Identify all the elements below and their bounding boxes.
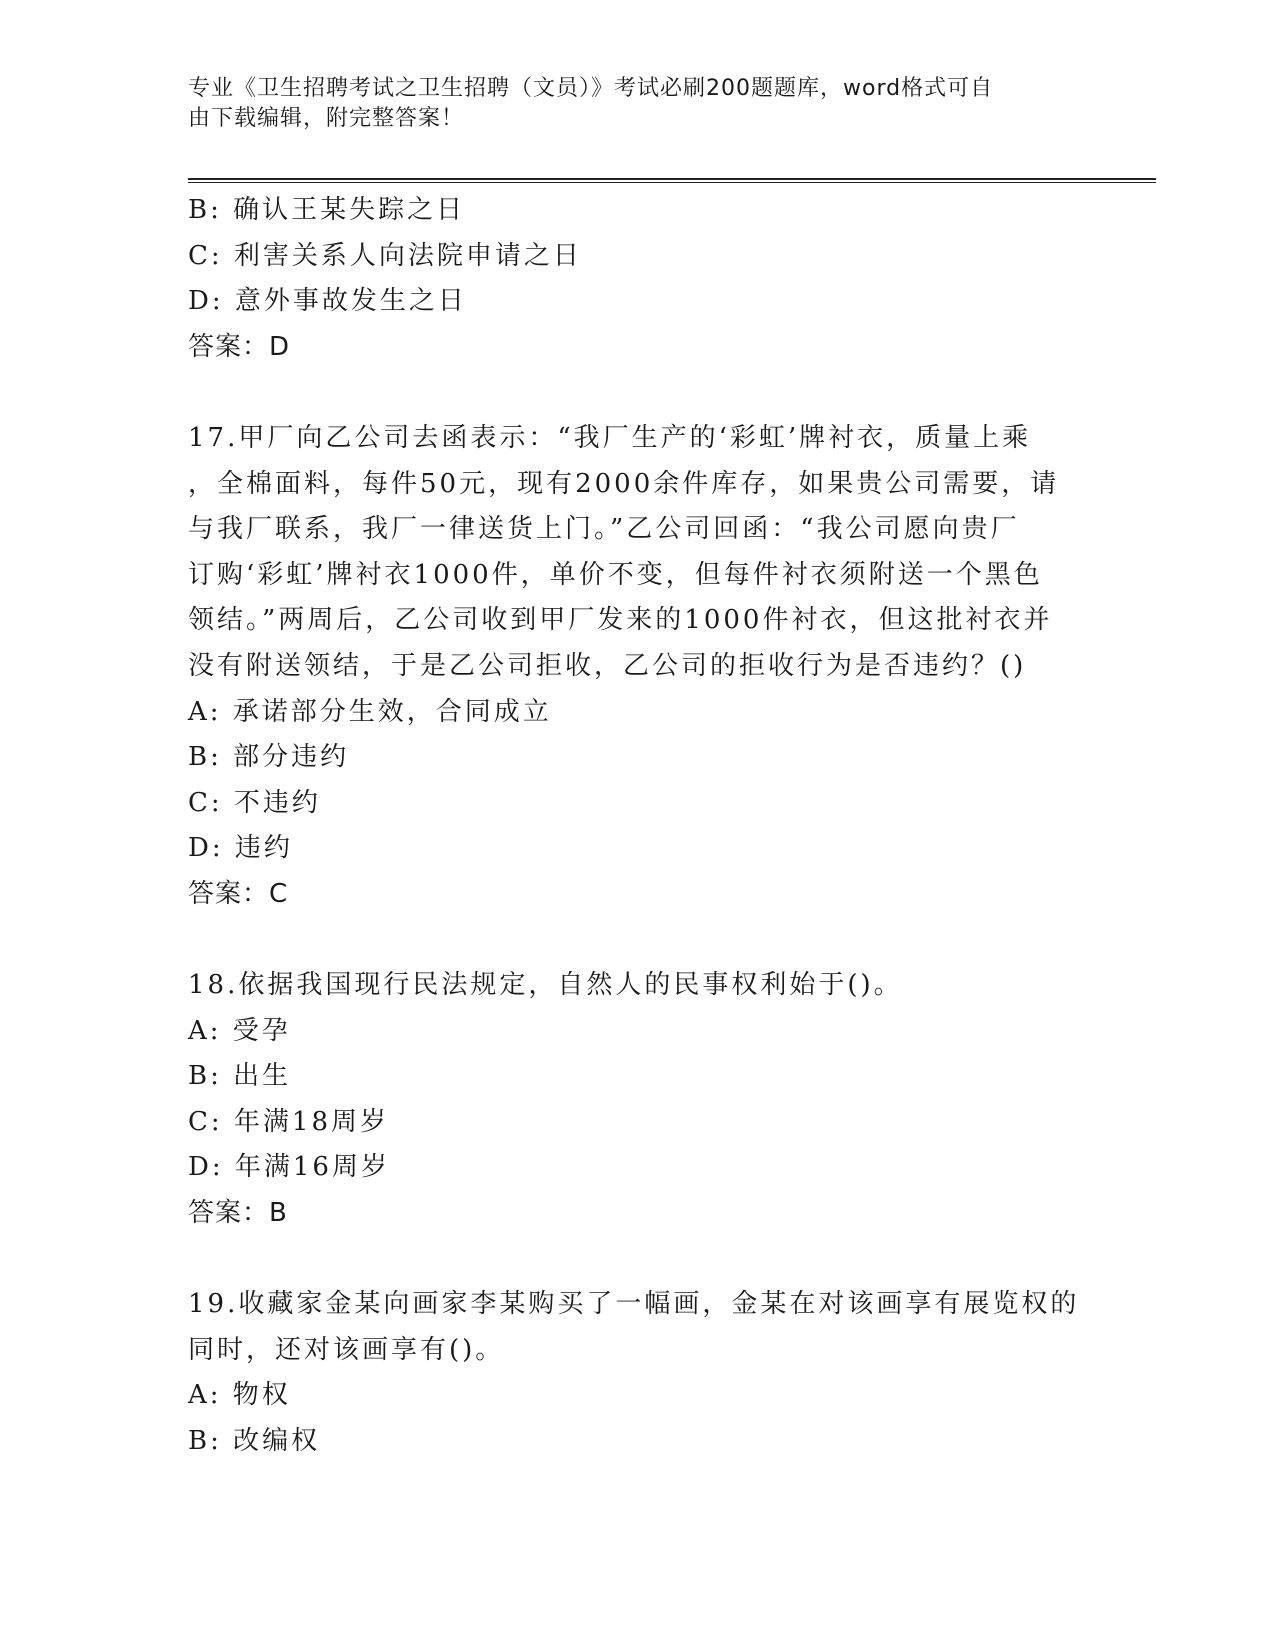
question-stem-line: 没有附送领结，于是乙公司拒收，乙公司的拒收行为是否违约？() <box>188 650 1027 681</box>
answer-line: 答案：C <box>188 878 289 909</box>
option-b: B: 改编权 <box>188 1426 321 1457</box>
option-d: D: 意外事故发生之日 <box>188 286 467 317</box>
question-stem-line: 订购‘彩虹’牌衬衣1000件，单价不变，但每件衬衣须附送一个黑色 <box>188 559 1043 590</box>
question-16-tail <box>188 188 1088 370</box>
option-c: C: 利害关系人向法院申请之日 <box>188 240 582 271</box>
question-stem-line: 19.收藏家金某向画家李某购买了一幅画，金某在对该画享有展览权的 <box>188 1289 1080 1320</box>
option-a: A: 受孕 <box>188 1015 291 1046</box>
option-b: B: 确认王某失踪之日 <box>188 195 466 225</box>
option-a: A: 物权 <box>188 1380 291 1411</box>
option-c: C: 年满18周岁 <box>188 1106 390 1137</box>
option-a: A: 承诺部分生效，合同成立 <box>188 696 552 727</box>
option-b: B: 部分违约 <box>188 742 350 773</box>
option-b: B: 出生 <box>188 1061 292 1092</box>
question-stem-line: 18.依据我国现行民法规定，自然人的民事权利始于()。 <box>188 970 903 1001</box>
spacer <box>188 1237 1088 1283</box>
question-stem-line: 与我厂联系，我厂一律送货上门。”乙公司回函：“我公司愿向贵厂 <box>188 514 1020 545</box>
document-body <box>188 188 1088 1465</box>
document-header <box>188 74 1068 134</box>
answer-line: 答案：B <box>188 1198 288 1229</box>
header-line-1: 专业《卫生招聘考试之卫生招聘（文员）》考试必刷200题题库，word格式可自 <box>188 76 994 101</box>
question-19 <box>188 1282 1088 1464</box>
question-18 <box>188 963 1088 1237</box>
option-d: D: 年满16周岁 <box>188 1152 390 1183</box>
header-divider <box>188 178 1156 183</box>
question-stem-line: 同时，还对该画享有()。 <box>188 1334 505 1365</box>
option-d: D: 违约 <box>188 833 293 864</box>
question-stem-line: 领结。”两周后，乙公司收到甲厂发来的1000件衬衣，但这批衬衣并 <box>188 605 1053 636</box>
header-line-2: 由下载编辑，附完整答案！ <box>188 106 465 131</box>
question-stem-line: 17.甲厂向乙公司去函表示：“我厂生产的‘彩虹’牌衬衣，质量上乘 <box>188 422 1032 453</box>
spacer <box>188 370 1088 416</box>
question-17 <box>188 416 1088 918</box>
spacer <box>188 918 1088 964</box>
answer-line: 答案：D <box>188 331 291 362</box>
option-c: C: 不违约 <box>188 787 321 818</box>
question-stem-line: ，全棉面料，每件50元，现有2000余件库存，如果贵公司需要，请 <box>188 468 1060 499</box>
